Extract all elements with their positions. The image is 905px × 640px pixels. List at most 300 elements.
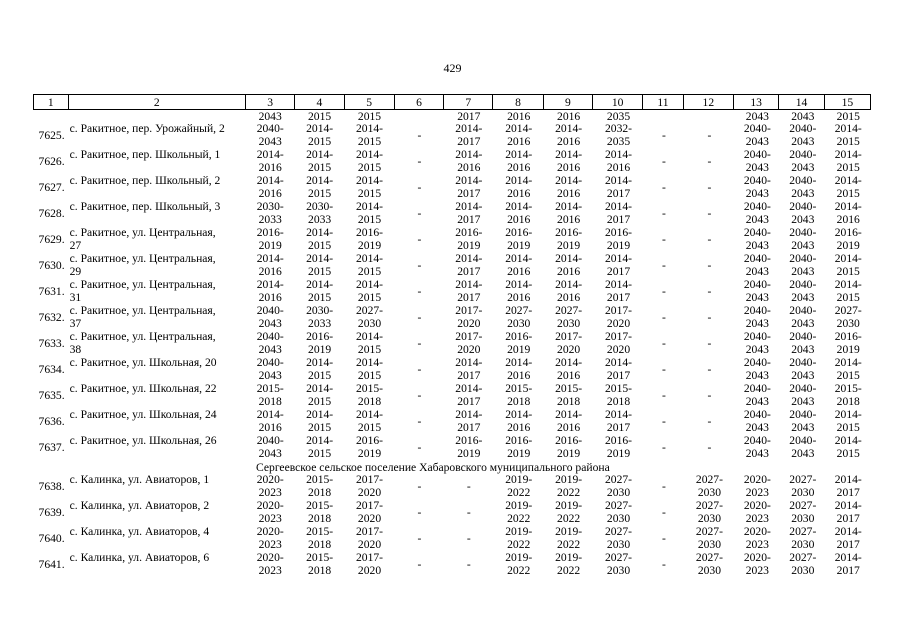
dash-value: - — [707, 259, 712, 272]
period-cell — [544, 227, 593, 253]
period-start: 2030- — [256, 201, 284, 213]
period-cell — [395, 409, 444, 435]
period-cell — [344, 383, 394, 409]
period-cell — [246, 383, 295, 409]
period-end: 2020 — [606, 343, 631, 356]
period-start: 2040- — [789, 357, 817, 369]
period-cell — [780, 383, 825, 409]
continuation-cell — [33, 110, 68, 123]
period-cell — [826, 435, 871, 461]
period-cell — [780, 435, 825, 461]
period-cell — [644, 357, 685, 383]
continuation-cell: 2043 — [258, 110, 282, 123]
period-end: 2043 — [791, 187, 815, 200]
column-header-15: 15 — [841, 96, 854, 109]
period-cell — [395, 474, 444, 500]
period-start: 2014- — [306, 227, 334, 239]
period-end: 2016 — [258, 161, 282, 174]
period-end: 2017 — [836, 564, 860, 577]
period-cell — [593, 175, 643, 201]
row-number: 7635. — [38, 389, 65, 402]
period-cell — [295, 149, 344, 175]
period-cell — [494, 279, 544, 305]
period-cell — [684, 279, 734, 305]
address-line — [70, 487, 246, 500]
period-end: 2018 — [507, 395, 531, 408]
period-cell — [735, 123, 780, 149]
period-cell — [544, 175, 593, 201]
address-line — [70, 565, 246, 578]
period-end: 2043 — [791, 421, 815, 434]
period-cell — [544, 149, 593, 175]
period-start: 2020- — [256, 474, 284, 486]
period-end: 2016 — [557, 421, 581, 434]
period-start: 2027- — [695, 552, 723, 564]
period-cell — [684, 123, 734, 149]
dash-value: - — [662, 558, 666, 571]
period-start: 2014- — [306, 149, 334, 161]
period-cell — [593, 435, 643, 461]
period-end: 2017 — [457, 291, 481, 304]
table-row — [33, 331, 871, 357]
period-cell — [295, 253, 344, 279]
period-cell — [544, 383, 593, 409]
period-end: 2015 — [357, 343, 382, 356]
column-header-12: 12 — [684, 95, 734, 109]
period-start: 2040- — [743, 331, 771, 343]
period-start: 2027- — [789, 526, 817, 538]
period-cell — [826, 474, 871, 500]
period-start: 2014- — [256, 409, 284, 421]
period-start: 2014- — [555, 279, 583, 291]
continuation-cell — [684, 110, 734, 123]
period-start: 2019- — [505, 552, 533, 564]
period-end: 2020 — [357, 512, 382, 525]
address-cell — [68, 201, 246, 227]
period-start: 2030- — [306, 305, 334, 317]
period-start: 2015- — [355, 383, 384, 395]
period-end: 2019 — [606, 447, 631, 460]
address-line: с. Калинка, ул. Авиаторов, 1 — [69, 474, 210, 486]
period-end: 2015 — [357, 369, 382, 382]
period-end: 2020 — [357, 486, 382, 499]
period-cell — [494, 357, 544, 383]
period-cell — [544, 526, 593, 552]
period-cell — [344, 201, 394, 227]
period-start: 2014- — [555, 149, 583, 161]
period-start: 2014- — [306, 357, 334, 369]
period-start: 2014- — [355, 409, 384, 421]
column-header-9: 9 — [544, 95, 593, 109]
period-end: 2017 — [457, 265, 481, 278]
period-end: 2015 — [308, 421, 332, 434]
continuation-cell: 2015 — [357, 110, 382, 123]
period-cell — [593, 552, 643, 578]
period-start: 2027- — [695, 500, 723, 512]
period-start: 2040- — [789, 227, 817, 239]
period-end: 2016 — [258, 265, 282, 278]
period-end: 2016 — [507, 265, 531, 278]
period-start: 2020- — [743, 474, 771, 486]
period-cell — [494, 305, 544, 331]
period-end: 2015 — [836, 447, 860, 460]
period-start: 2014- — [834, 435, 862, 447]
period-cell — [344, 253, 394, 279]
period-start: 2014- — [555, 409, 583, 421]
row-number: 7634. — [38, 363, 65, 376]
address-cell — [68, 305, 246, 331]
period-start: 2019- — [555, 552, 583, 564]
period-start: 2040- — [256, 435, 284, 447]
period-end: 2015 — [836, 161, 860, 174]
dash-value: - — [707, 155, 712, 168]
period-start: 2040- — [743, 253, 771, 265]
period-start: 2014- — [355, 123, 384, 135]
period-end: 2017 — [457, 187, 481, 200]
period-cell — [344, 500, 394, 526]
continuation-cell: 2035 — [606, 110, 631, 123]
row-number: 7629. — [38, 233, 65, 246]
dash-value: - — [662, 311, 666, 324]
period-end: 2018 — [836, 395, 860, 408]
period-cell — [246, 500, 295, 526]
period-end: 2022 — [557, 538, 581, 551]
period-cell — [395, 123, 444, 149]
period-start: 2015- — [256, 383, 284, 395]
period-cell — [395, 435, 444, 461]
period-end: 2022 — [557, 512, 581, 525]
column-header-2: 2 — [69, 95, 246, 109]
table-row — [33, 552, 871, 578]
period-end: 2043 — [258, 317, 282, 330]
period-end: 2016 — [507, 291, 531, 304]
period-cell — [444, 201, 493, 227]
period-cell — [444, 331, 493, 357]
period-end: 2043 — [745, 239, 769, 252]
row-number: 7633. — [38, 337, 65, 350]
continuation-cell: 2015 — [836, 110, 860, 123]
period-end: 2043 — [745, 135, 769, 148]
address-line: с. Калинка, ул. Авиаторов, 4 — [69, 526, 210, 538]
period-end: 2043 — [791, 317, 815, 330]
dash-value: - — [662, 506, 666, 519]
address-line — [70, 513, 246, 526]
dash-value: - — [662, 532, 666, 545]
period-cell — [246, 474, 295, 500]
period-cell — [444, 357, 493, 383]
period-start: 2040- — [256, 123, 284, 135]
period-end: 2019 — [836, 239, 860, 252]
period-end: 2015 — [357, 213, 382, 226]
period-end: 2043 — [745, 291, 769, 304]
address-line — [70, 162, 246, 175]
period-cell — [494, 123, 544, 149]
period-cell — [395, 500, 444, 526]
period-end: 2022 — [507, 564, 531, 577]
period-start: 2014- — [834, 500, 862, 512]
period-start: 2040- — [789, 279, 817, 291]
period-start: 2014- — [834, 175, 862, 187]
period-end: 2016 — [258, 421, 282, 434]
period-cell — [826, 279, 871, 305]
dash-value: - — [662, 337, 666, 350]
period-start: 2027- — [695, 526, 723, 538]
period-start: 2040- — [743, 227, 771, 239]
period-cell — [444, 500, 493, 526]
period-cell — [494, 175, 544, 201]
dash-value: - — [417, 285, 422, 298]
period-end: 2023 — [258, 538, 282, 551]
period-cell — [735, 253, 780, 279]
period-end: 2030 — [791, 486, 815, 499]
period-end: 2030 — [606, 512, 631, 525]
period-cell — [246, 331, 295, 357]
period-start: 2016- — [555, 227, 583, 239]
period-cell — [780, 201, 825, 227]
table-row — [33, 149, 871, 175]
period-cell — [826, 201, 871, 227]
period-cell — [593, 253, 643, 279]
period-cell — [644, 500, 685, 526]
period-cell — [780, 123, 825, 149]
period-start: 2014- — [834, 149, 862, 161]
address-line: 37 — [69, 317, 82, 330]
period-start: 2014- — [505, 357, 533, 369]
period-start: 2014- — [834, 201, 862, 213]
period-start: 2014- — [604, 357, 633, 369]
period-cell — [544, 500, 593, 526]
period-cell — [444, 526, 493, 552]
period-start: 2027- — [789, 500, 817, 512]
period-start: 2015- — [306, 474, 334, 486]
period-cell — [444, 279, 493, 305]
period-end: 2017 — [457, 213, 481, 226]
period-end: 2018 — [258, 395, 282, 408]
period-cell — [780, 552, 825, 578]
address-cell — [68, 227, 246, 253]
period-cell — [395, 175, 444, 201]
period-end: 2016 — [557, 187, 581, 200]
period-cell — [593, 331, 643, 357]
period-cell — [735, 227, 780, 253]
period-cell — [295, 383, 344, 409]
period-cell — [735, 175, 780, 201]
period-cell — [344, 123, 394, 149]
period-start: 2014- — [355, 357, 384, 369]
period-cell — [544, 474, 593, 500]
period-start: 2019- — [505, 526, 533, 538]
period-start: 2040- — [256, 331, 284, 343]
period-end: 2017 — [457, 369, 481, 382]
period-end: 2016 — [507, 187, 531, 200]
period-start: 2019- — [555, 474, 583, 486]
period-start: 2014- — [306, 123, 334, 135]
period-end: 2015 — [836, 291, 860, 304]
period-end: 2017 — [457, 421, 481, 434]
period-start: 2017- — [604, 331, 633, 343]
address-line — [70, 214, 246, 227]
period-end: 2043 — [791, 239, 815, 252]
period-end: 2017 — [836, 486, 860, 499]
period-start: 2014- — [256, 175, 284, 187]
continuation-cell: 2017 — [457, 110, 481, 123]
column-header-7: 7 — [444, 95, 493, 109]
period-end: 2043 — [258, 135, 282, 148]
period-start: 2040- — [789, 305, 817, 317]
row-number: 7628. — [38, 207, 65, 220]
period-cell — [735, 409, 780, 435]
period-start: 2014- — [604, 409, 633, 421]
period-cell — [395, 357, 444, 383]
period-cell — [684, 474, 734, 500]
period-end: 2043 — [258, 447, 282, 460]
row-number: 7636. — [38, 415, 65, 428]
period-start: 2014- — [505, 409, 533, 421]
continuation-cell — [644, 110, 685, 123]
period-end: 2020 — [457, 343, 481, 356]
period-end: 2043 — [258, 343, 282, 356]
period-cell — [644, 305, 685, 331]
period-start: 2040- — [789, 253, 817, 265]
period-end: 2030 — [697, 512, 722, 525]
period-cell — [644, 526, 685, 552]
address-line: с. Ракитное, ул. Центральная, — [69, 227, 216, 239]
dash-value: - — [466, 558, 471, 571]
period-start: 2020- — [743, 552, 771, 564]
dash-value: - — [466, 506, 471, 519]
period-cell — [544, 331, 593, 357]
period-cell — [593, 500, 643, 526]
period-start: 2014- — [834, 279, 862, 291]
period-end: 2015 — [308, 291, 332, 304]
address-cell — [68, 123, 246, 149]
period-start: 2014- — [834, 123, 862, 135]
period-cell — [735, 305, 780, 331]
address-cell — [68, 552, 246, 578]
period-start: 2019- — [505, 500, 533, 512]
period-end: 2030 — [697, 486, 722, 499]
period-end: 2030 — [357, 317, 382, 330]
dash-value: - — [707, 441, 712, 454]
address-cell — [68, 500, 246, 526]
period-cell — [644, 149, 685, 175]
address-cell — [68, 435, 246, 461]
row-number: 7637. — [38, 441, 65, 454]
period-end: 2023 — [745, 486, 769, 499]
period-cell — [246, 279, 295, 305]
period-end: 2023 — [745, 564, 769, 577]
page-number: 429 — [443, 61, 462, 75]
period-cell — [735, 435, 780, 461]
period-end: 2015 — [308, 369, 332, 382]
period-cell — [494, 552, 544, 578]
period-cell — [295, 279, 344, 305]
period-cell — [344, 149, 394, 175]
period-cell — [444, 305, 493, 331]
period-start: 2014- — [256, 149, 284, 161]
period-start: 2016- — [505, 435, 533, 447]
period-start: 2020- — [743, 526, 771, 538]
period-cell — [644, 383, 685, 409]
period-cell — [395, 227, 444, 253]
period-cell — [644, 123, 685, 149]
period-end: 2030 — [791, 564, 815, 577]
period-cell — [246, 435, 295, 461]
period-start: 2040- — [789, 331, 817, 343]
period-end: 2043 — [745, 213, 769, 226]
period-end: 2015 — [357, 135, 382, 148]
dash-value: - — [662, 181, 666, 194]
period-cell — [593, 526, 643, 552]
period-end: 2019 — [457, 239, 481, 252]
period-cell — [684, 175, 734, 201]
address-line: с. Ракитное, ул. Школьная, 20 — [69, 357, 217, 369]
period-end: 2043 — [791, 291, 815, 304]
period-end: 2030 — [606, 486, 631, 499]
period-end: 2043 — [791, 135, 815, 148]
period-cell — [826, 500, 871, 526]
period-cell — [780, 279, 825, 305]
period-end: 2017 — [606, 369, 631, 382]
period-cell — [344, 227, 394, 253]
period-cell — [644, 175, 685, 201]
period-end: 2023 — [745, 538, 769, 551]
period-cell — [684, 331, 734, 357]
period-cell — [780, 409, 825, 435]
dash-value: - — [417, 233, 422, 246]
period-end: 2022 — [507, 538, 531, 551]
address-cell — [68, 279, 246, 305]
period-cell — [395, 552, 444, 578]
row-number: 7641. — [38, 558, 65, 571]
period-cell — [494, 500, 544, 526]
period-cell — [780, 474, 825, 500]
period-end: 2020 — [457, 317, 481, 330]
period-cell — [644, 279, 685, 305]
period-end: 2016 — [606, 161, 631, 174]
address-line: 27 — [69, 239, 82, 252]
period-cell — [444, 123, 493, 149]
period-cell — [344, 474, 394, 500]
continuation-cell: 2043 — [791, 110, 815, 123]
period-end: 2015 — [308, 265, 332, 278]
period-end: 2030 — [557, 317, 581, 330]
period-cell — [246, 201, 295, 227]
period-end: 2015 — [836, 135, 860, 148]
period-end: 2033 — [308, 317, 332, 330]
period-cell — [295, 357, 344, 383]
period-cell — [344, 357, 394, 383]
address-line — [70, 422, 246, 435]
period-cell — [544, 201, 593, 227]
period-start: 2020- — [256, 552, 284, 564]
dash-value: - — [707, 233, 712, 246]
period-end: 2016 — [557, 135, 581, 148]
period-start: 2014- — [306, 383, 334, 395]
dash-value: - — [417, 441, 422, 454]
row-number: 7625. — [38, 129, 65, 142]
period-start: 2014- — [355, 279, 384, 291]
period-start: 2040- — [256, 305, 284, 317]
period-end: 2030 — [697, 538, 722, 551]
period-cell — [593, 227, 643, 253]
dash-value: - — [662, 155, 666, 168]
period-start: 2014- — [555, 357, 583, 369]
period-cell — [295, 474, 344, 500]
period-cell — [826, 331, 871, 357]
column-header-8: 8 — [493, 95, 543, 109]
period-cell — [246, 227, 295, 253]
